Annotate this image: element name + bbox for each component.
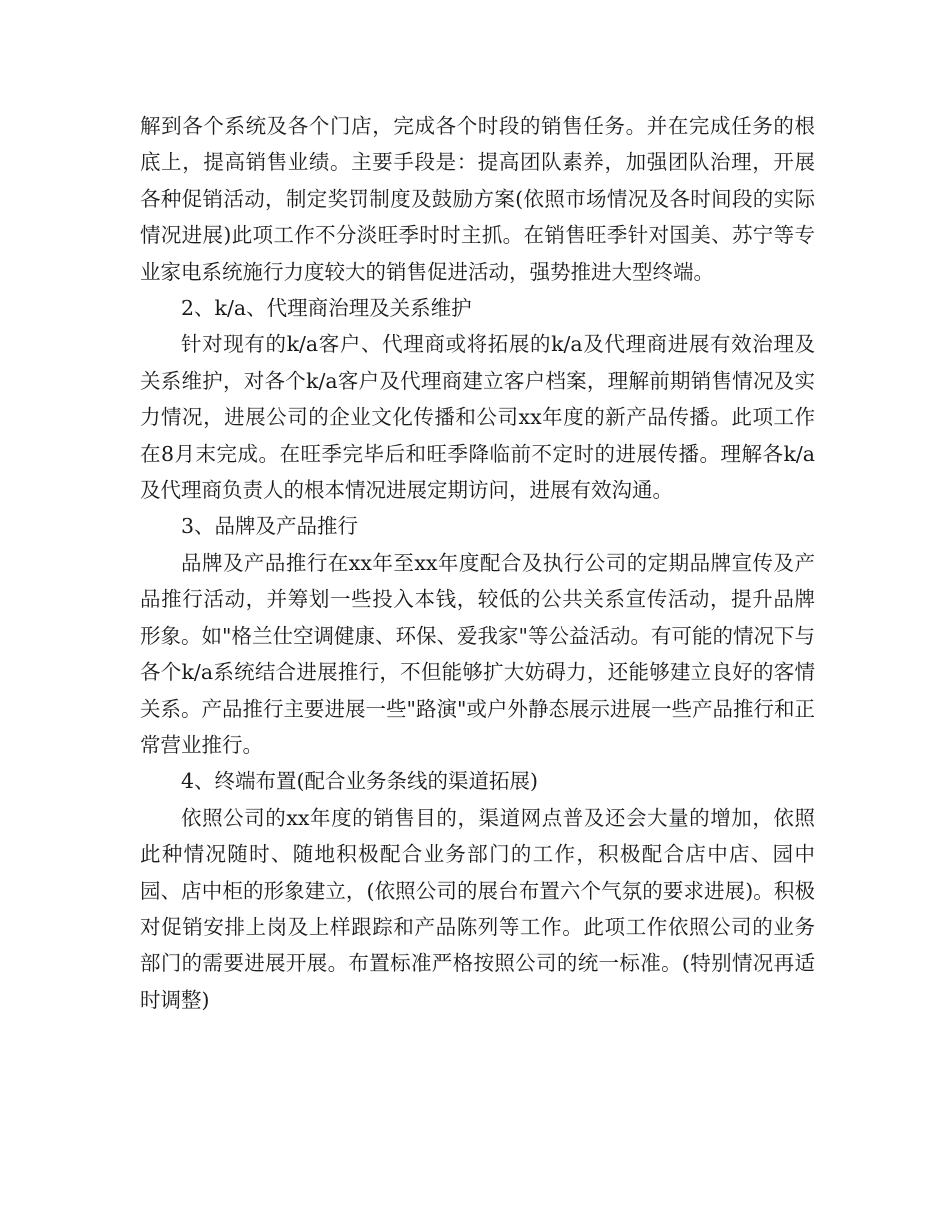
body-paragraph: 品牌及产品推行在xx年至xx年度配合及执行公司的定期品牌宣传及产品推行活动，并筹划一些投入本钱，较低的公共关系宣传活动，提升品牌形象。如"格兰仕空调健康、环保、爱我家"等公益活动。有可能的情况下与各个k/a系统结合进展推行，不但能够扩大妨碍力，还能够建立良好的客情关系。产品推行主要进展一些"路演"或户外静态展示进展一些产品推行和正常营业推行。 [140, 550, 815, 757]
section-heading: 4、终端布置(配合业务条线的渠道拓展) [181, 769, 539, 794]
section-heading: 3、品牌及产品推行 [181, 514, 359, 539]
document-body [140, 108, 815, 1018]
body-paragraph: 依照公司的xx年度的销售目的，渠道网点普及还会大量的增加，依照此种情况随时、随地积极配合业务部门的工作，积极配合店中店、园中园、店中柜的形象建立，(依照公司的展台布置六个气氛的要求进展)。积极对促销安排上岗及上样跟踪和产品陈列等工作。此项工作依照公司的业务部门的需要进展开展。布置标准严格按照公司的统一标准。(特别情况再适时调整) [140, 805, 815, 1012]
section-heading: 2、k/a、代理商治理及关系维护 [181, 296, 472, 321]
body-paragraph: 解到各个系统及各个门店，完成各个时段的销售任务。并在完成任务的根底上，提高销售业绩。主要手段是：提高团队素养，加强团队治理，开展各种促销活动，制定奖罚制度及鼓励方案(依照市场情况及各时间段的实际情况进展)此项工作不分淡旺季时时主抓。在销售旺季针对国美、苏宁等专业家电系统施行力度较大的销售促进活动，强势推进大型终端。 [140, 114, 815, 284]
body-paragraph: 针对现有的k/a客户、代理商或将拓展的k/a及代理商进展有效治理及关系维护，对各个k/a客户及代理商建立客户档案，理解前期销售情况及实力情况，进展公司的企业文化传播和公司xx年度的新产品传播。此项工作在8月末完成。在旺季完毕后和旺季降临前不定时的进展传播。理解各k/a及代理商负责人的根本情况进展定期访问，进展有效沟通。 [140, 332, 815, 503]
